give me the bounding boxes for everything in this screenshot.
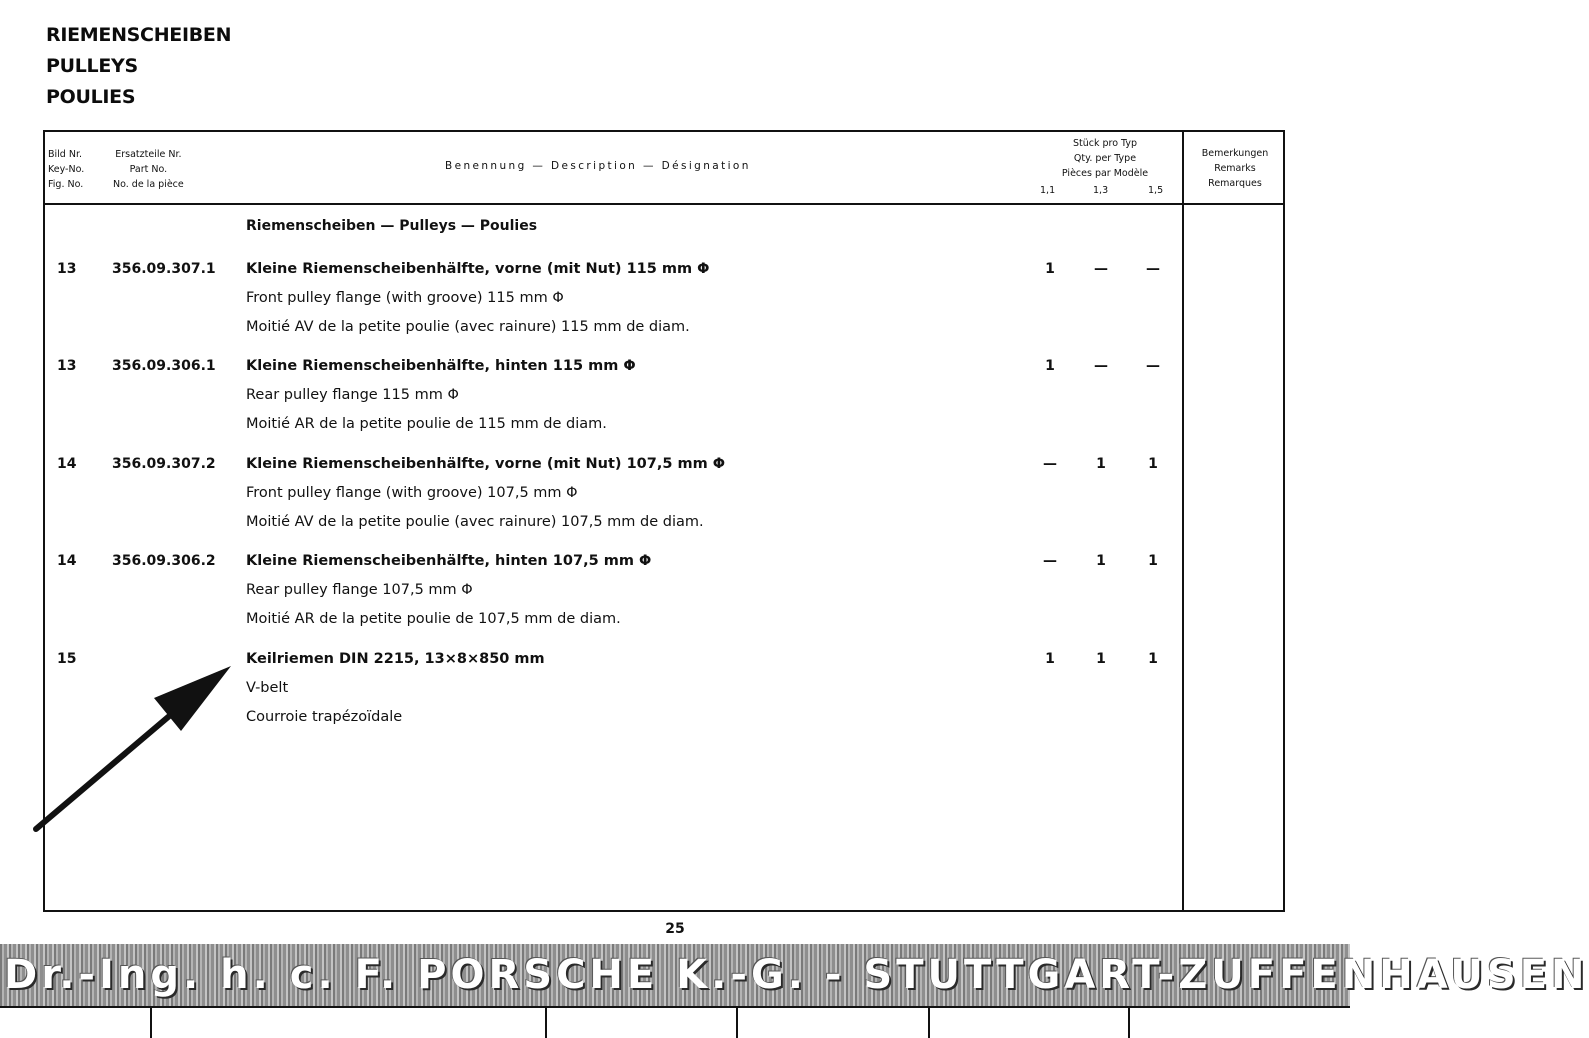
qty-type-1-5: — [1146,261,1160,277]
qty-type-1-1: — [1043,553,1057,569]
fig-number: 15 [57,651,77,667]
description-fr: Courroie trapézoïdale [246,709,403,725]
description-de: Kleine Riemenscheibenhälfte, hinten 107,5 mm Φ [246,553,652,569]
description-fr: Moitié AR de la petite poulie de 115 mm de diam. [246,416,607,432]
cell-divider [545,1008,547,1038]
cell-divider [1128,1008,1130,1038]
header-part-no-en: Part No. [129,164,168,175]
header-qty-en: Qty. per Type [1073,153,1137,164]
title-english: PULLEYS [46,55,138,77]
qty-type-1-1: 1 [1045,651,1055,667]
header-part-no-de: Ersatzteile Nr. [115,149,182,160]
header-type-1-5: 1,5 [1148,185,1164,196]
header-key-no-de: Bild Nr. [48,149,83,160]
fig-number: 13 [57,261,77,277]
header-remarks-fr: Remarques [1208,178,1262,189]
bottom-cell-strip [0,1006,1350,1038]
qty-type-1-5: 1 [1148,456,1158,472]
qty-type-1-5: 1 [1148,553,1158,569]
description-en: Front pulley flange (with groove) 115 mm Φ [246,290,564,306]
cell-divider [928,1008,930,1038]
header-qty-fr: Pièces par Modèle [1061,168,1149,179]
header-description: Benennung — Description — Désignation [445,160,751,172]
qty-type-1-3: — [1094,261,1108,277]
description-en: Rear pulley flange 115 mm Φ [246,387,459,403]
description-fr: Moitié AR de la petite poulie de 107,5 mm de diam. [246,611,621,627]
title-german: RIEMENSCHEIBEN [46,24,232,46]
header-remarks-en: Remarks [1214,163,1256,174]
header-key-no-fr: Fig. No. [48,179,84,190]
part-number: 356.09.306.2 [112,553,216,569]
header-part-no-fr: No. de la pièce [113,179,184,190]
footer-banner [0,944,1589,1006]
description-de: Kleine Riemenscheibenhälfte, vorne (mit Nut) 115 mm Φ [246,261,710,277]
description-en: V-belt [246,680,289,696]
description-fr: Moitié AV de la petite poulie (avec rainure) 115 mm de diam. [246,319,690,335]
header-remarks-de: Bemerkungen [1201,148,1269,159]
title-french: POULIES [46,86,136,108]
qty-type-1-1: 1 [1045,358,1055,374]
fig-number: 13 [57,358,77,374]
header-type-1-3: 1,3 [1093,185,1109,196]
description-de: Kleine Riemenscheibenhälfte, hinten 115 mm Φ [246,358,636,374]
qty-type-1-3: — [1094,358,1108,374]
footer-banner-text: Dr.-Ing. h. c. F. PORSCHE K.-G. - STUTTGART-ZUFFENHAUSEN [4,952,1589,998]
description-fr: Moitié AV de la petite poulie (avec rainure) 107,5 mm de diam. [246,514,704,530]
part-number: 356.09.307.1 [112,261,216,277]
header-type-1-1: 1,1 [1040,185,1056,196]
description-en: Front pulley flange (with groove) 107,5 mm Φ [246,485,578,501]
qty-type-1-3: 1 [1096,553,1106,569]
qty-type-1-1: 1 [1045,261,1055,277]
fig-number: 14 [57,456,77,472]
description-de: Keilriemen DIN 2215, 13×8×850 mm [246,651,545,667]
qty-type-1-1: — [1043,456,1057,472]
description-de: Kleine Riemenscheibenhälfte, vorne (mit Nut) 107,5 mm Φ [246,456,726,472]
cell-divider [736,1008,738,1038]
page-number: 25 [665,921,685,937]
description-en: Rear pulley flange 107,5 mm Φ [246,582,473,598]
header-key-no-en: Key-No. [48,164,85,175]
header-qty-de: Stück pro Typ [1072,138,1138,149]
fig-number: 14 [57,553,77,569]
qty-type-1-5: — [1146,358,1160,374]
section-title: Riemenscheiben — Pulleys — Poulies [246,218,538,234]
part-number: 356.09.306.1 [112,358,216,374]
part-number: 356.09.307.2 [112,456,216,472]
qty-type-1-3: 1 [1096,651,1106,667]
qty-type-1-3: 1 [1096,456,1106,472]
cell-divider [150,1008,152,1038]
qty-type-1-5: 1 [1148,651,1158,667]
